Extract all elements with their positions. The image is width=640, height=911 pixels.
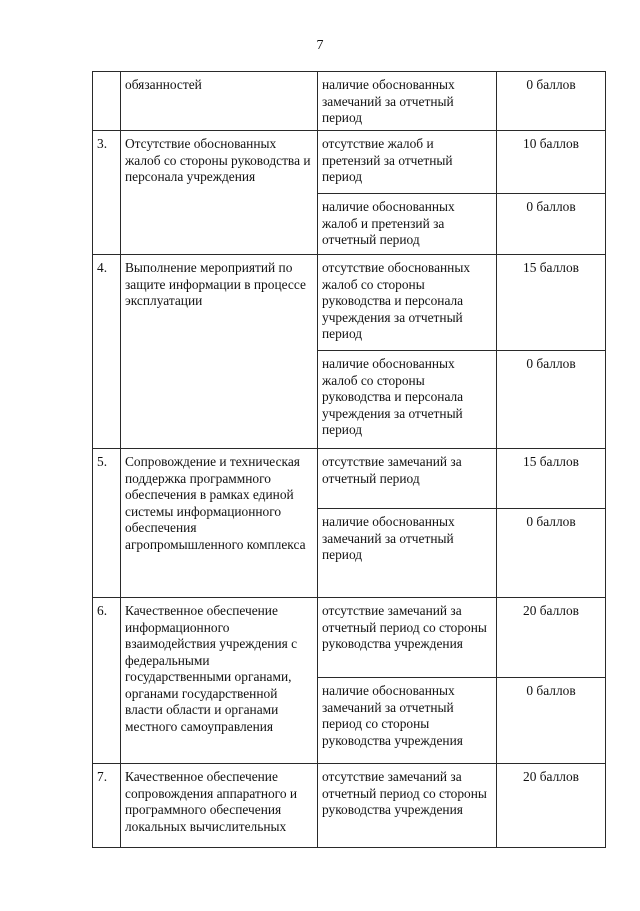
- score-value: 20 баллов: [497, 764, 606, 848]
- condition-text: отсутствие замечаний за отчетный период со стороны руководства учреждения: [318, 598, 497, 678]
- criterion-text: Отсутствие обоснованных жалоб со стороны руководства и персонала учреждения: [121, 131, 318, 255]
- condition-text: отсутствие замечаний за отчетный период со стороны руководства учреждения: [318, 764, 497, 848]
- row-number: 6.: [93, 598, 121, 764]
- condition-text: наличие обоснованных замечаний за отчетный период: [318, 509, 497, 598]
- criterion-text: Качественное обеспечение информационного взаимодействия учреждения с федеральными государственными органами, органами государственной власти области и органами местного самоуправления: [121, 598, 318, 764]
- criterion-text: Качественное обеспечение сопровождения аппаратного и программного обеспечения локальных вычислительных: [121, 764, 318, 848]
- condition-text: наличие обоснованных замечаний за отчетный период со стороны руководства учреждения: [318, 678, 497, 764]
- condition-text: отсутствие жалоб и претензий за отчетный период: [318, 131, 497, 194]
- page-number: 7: [316, 38, 324, 53]
- score-value: 0 баллов: [497, 678, 606, 764]
- score-value: 0 баллов: [497, 351, 606, 449]
- row-number: 4.: [93, 255, 121, 449]
- score-value: 0 баллов: [497, 509, 606, 598]
- score-value: 0 баллов: [497, 194, 606, 255]
- condition-text: наличие обоснованных жалоб со стороны руководства и персонала учреждения за отчетный период: [318, 351, 497, 449]
- table-row: [93, 255, 606, 351]
- table-row: [93, 764, 606, 848]
- criteria-table: [92, 71, 606, 848]
- table-row: [93, 72, 606, 131]
- score-value: 20 баллов: [497, 598, 606, 678]
- score-value: 15 баллов: [497, 255, 606, 351]
- table-row: [93, 449, 606, 509]
- condition-text: наличие обоснованных замечаний за отчетный период: [318, 72, 497, 131]
- row-number: 7.: [93, 764, 121, 848]
- condition-text: отсутствие замечаний за отчетный период: [318, 449, 497, 509]
- row-number: 3.: [93, 131, 121, 255]
- criterion-text: Сопровождение и техническая поддержка программного обеспечения в рамках единой системы информационного обеспечения агропромышленного комплекса: [121, 449, 318, 598]
- condition-text: отсутствие обоснованных жалоб со стороны руководства и персонала учреждения за отчетный период: [318, 255, 497, 351]
- score-value: 10 баллов: [497, 131, 606, 194]
- row-number: [93, 72, 121, 131]
- table-row: [93, 598, 606, 678]
- score-value: 0 баллов: [497, 72, 606, 131]
- criterion-text: обязанностей: [121, 72, 318, 131]
- condition-text: наличие обоснованных жалоб и претензий за отчетный период: [318, 194, 497, 255]
- criterion-text: Выполнение мероприятий по защите информации в процессе эксплуатации: [121, 255, 318, 449]
- row-number: 5.: [93, 449, 121, 598]
- score-value: 15 баллов: [497, 449, 606, 509]
- table-row: [93, 131, 606, 194]
